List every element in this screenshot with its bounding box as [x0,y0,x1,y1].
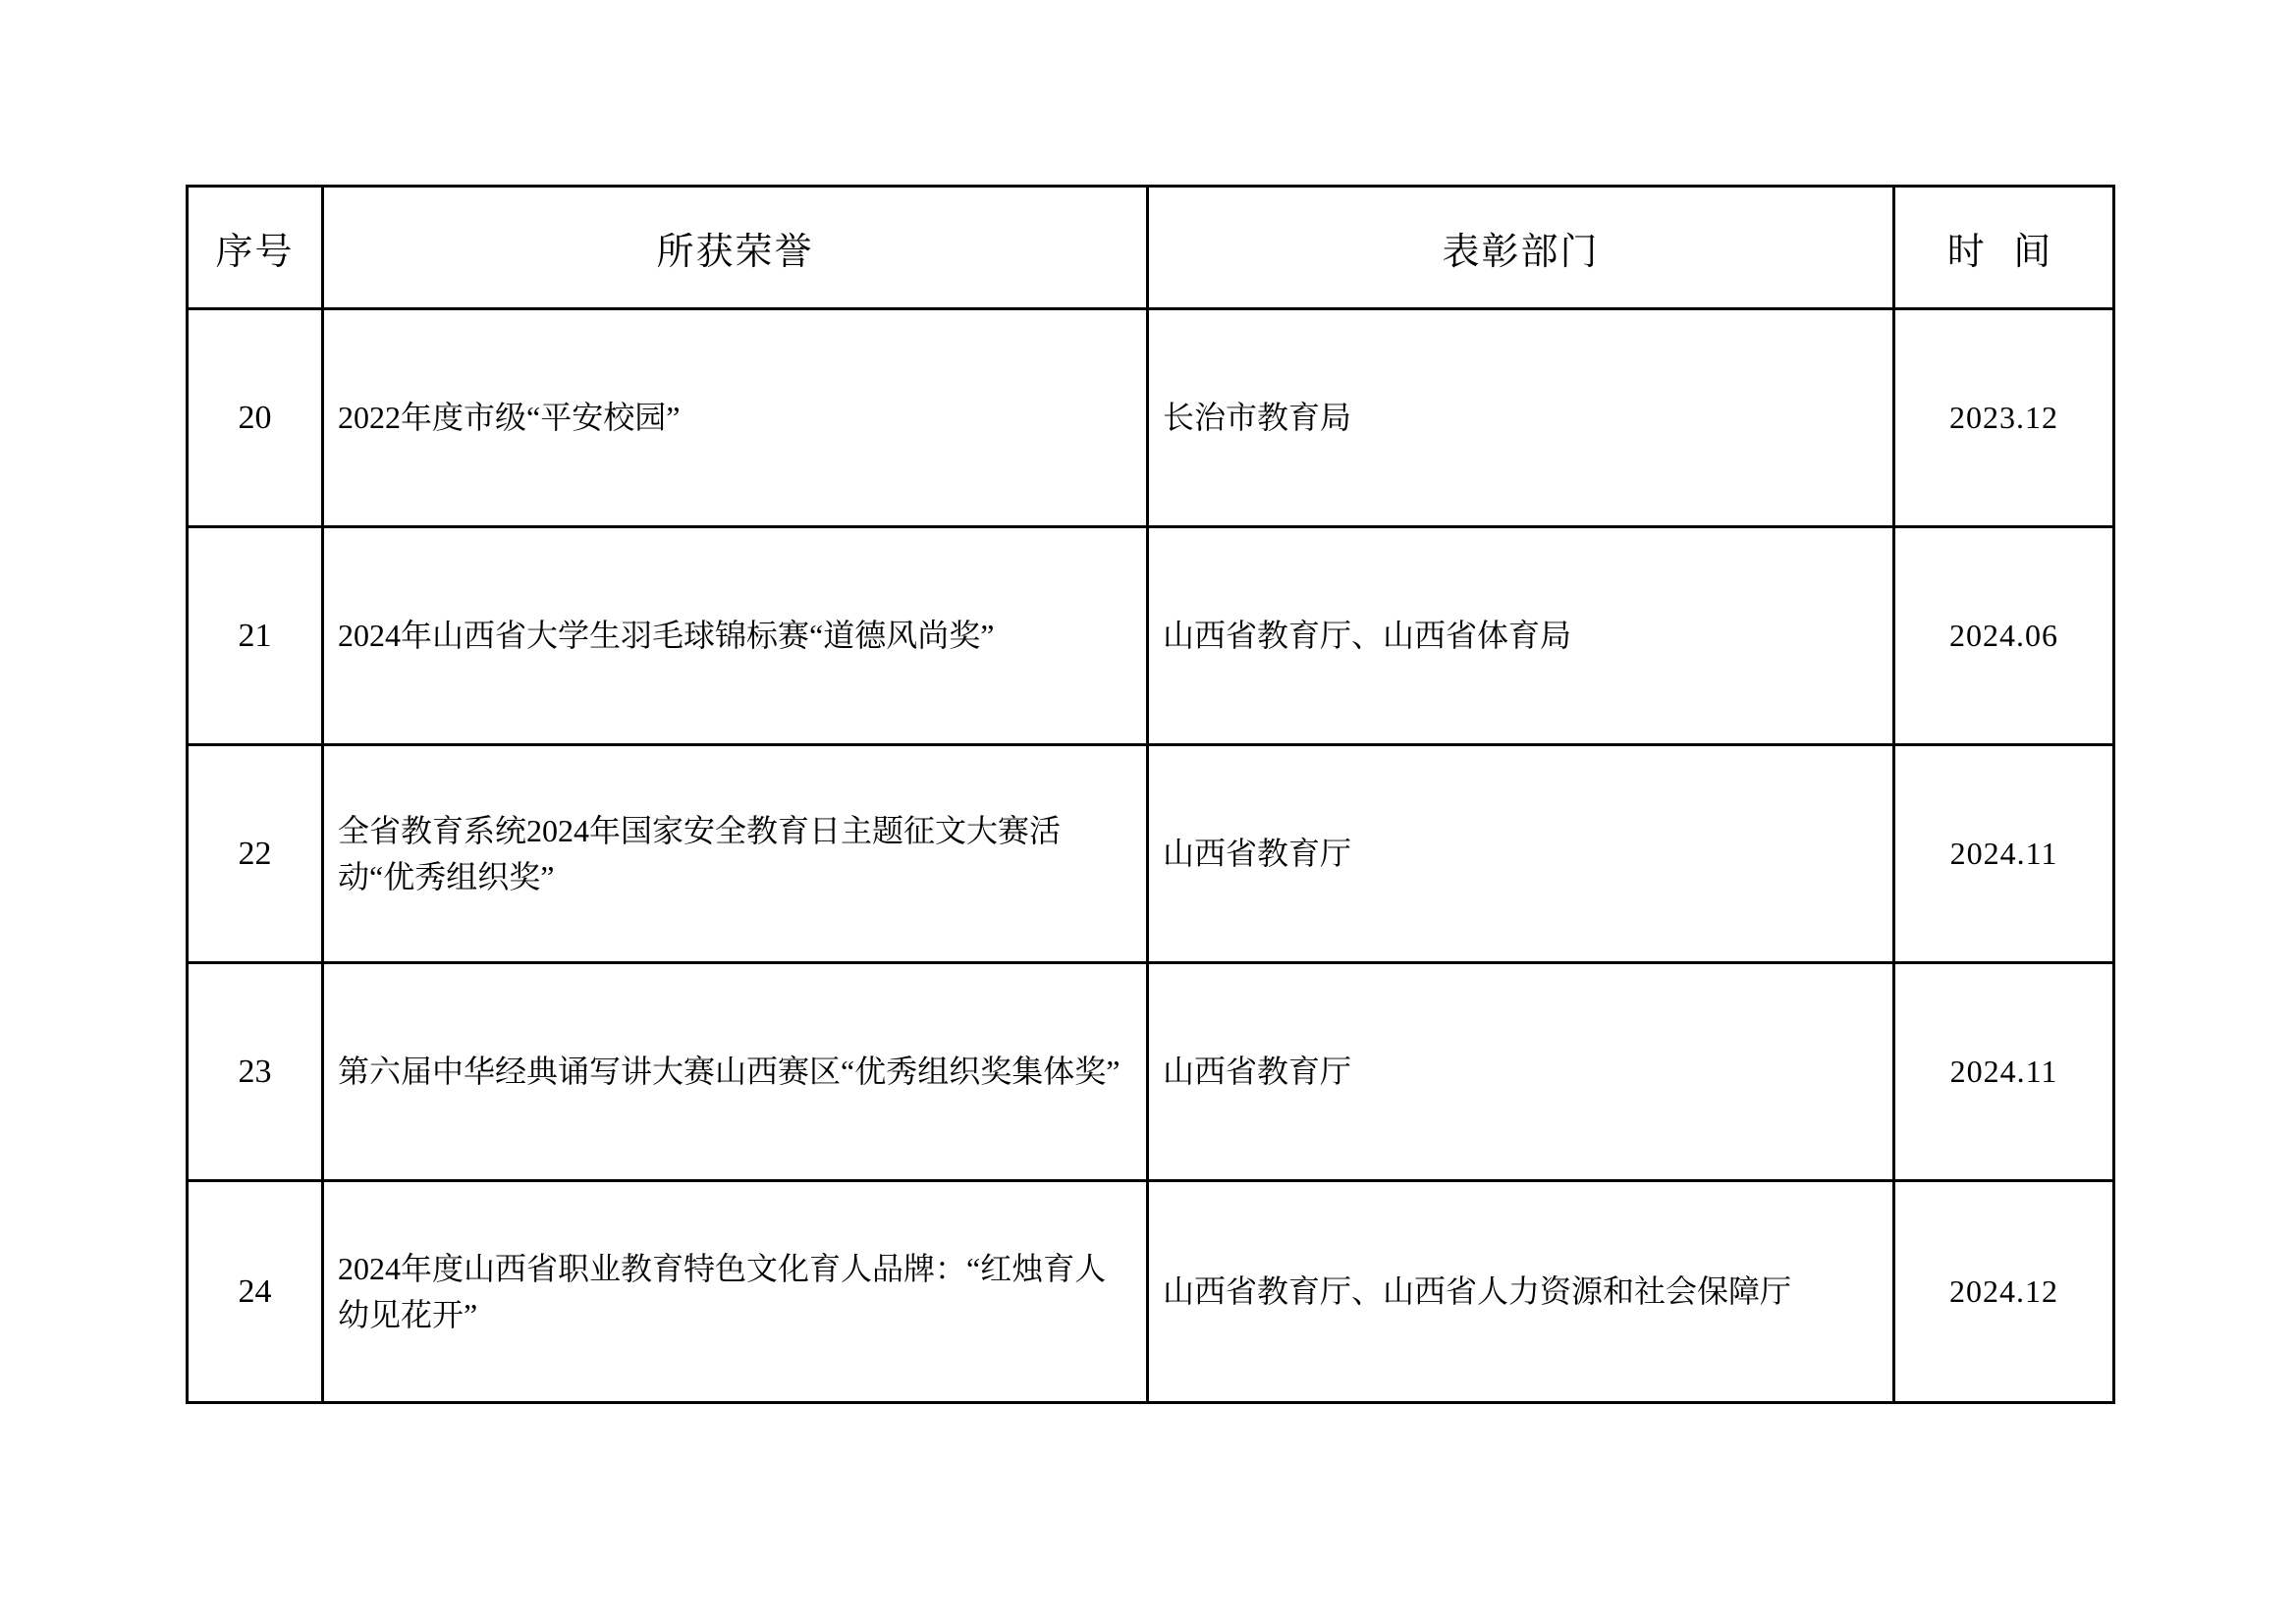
cell-seq: 22 [188,745,323,963]
cell-time: 2023.12 [1894,309,2114,527]
cell-seq: 23 [188,963,323,1181]
cell-honor: 2022年度市级“平安校园” [323,309,1148,527]
cell-seq: 20 [188,309,323,527]
honors-table [186,185,2115,1404]
cell-honor: 2024年山西省大学生羽毛球锦标赛“道德风尚奖” [323,527,1148,745]
cell-department: 山西省教育厅、山西省人力资源和社会保障厅 [1148,1181,1894,1403]
table-row [188,527,2114,745]
cell-department: 山西省教育厅 [1148,963,1894,1181]
table-row [188,309,2114,527]
table-row [188,963,2114,1181]
table-header-row [188,187,2114,309]
table-row [188,745,2114,963]
cell-honor: 第六届中华经典诵写讲大赛山西赛区“优秀组织奖集体奖” [323,963,1148,1181]
table-body [188,309,2114,1403]
column-header-honor: 所获荣誉 [323,187,1148,309]
cell-time: 2024.11 [1894,745,2114,963]
column-header-seq: 序号 [188,187,323,309]
column-header-time: 时 间 [1894,187,2114,309]
cell-seq: 24 [188,1181,323,1403]
column-header-department: 表彰部门 [1148,187,1894,309]
honors-table-container [186,185,2112,1404]
cell-department: 山西省教育厅 [1148,745,1894,963]
cell-honor: 2024年度山西省职业教育特色文化育人品牌：“红烛育人 幼见花开” [323,1181,1148,1403]
cell-time: 2024.11 [1894,963,2114,1181]
cell-department: 长治市教育局 [1148,309,1894,527]
cell-time: 2024.12 [1894,1181,2114,1403]
cell-honor: 全省教育系统2024年国家安全教育日主题征文大赛活动“优秀组织奖” [323,745,1148,963]
cell-seq: 21 [188,527,323,745]
cell-time: 2024.06 [1894,527,2114,745]
cell-department: 山西省教育厅、山西省体育局 [1148,527,1894,745]
table-row [188,1181,2114,1403]
table-header [188,187,2114,309]
